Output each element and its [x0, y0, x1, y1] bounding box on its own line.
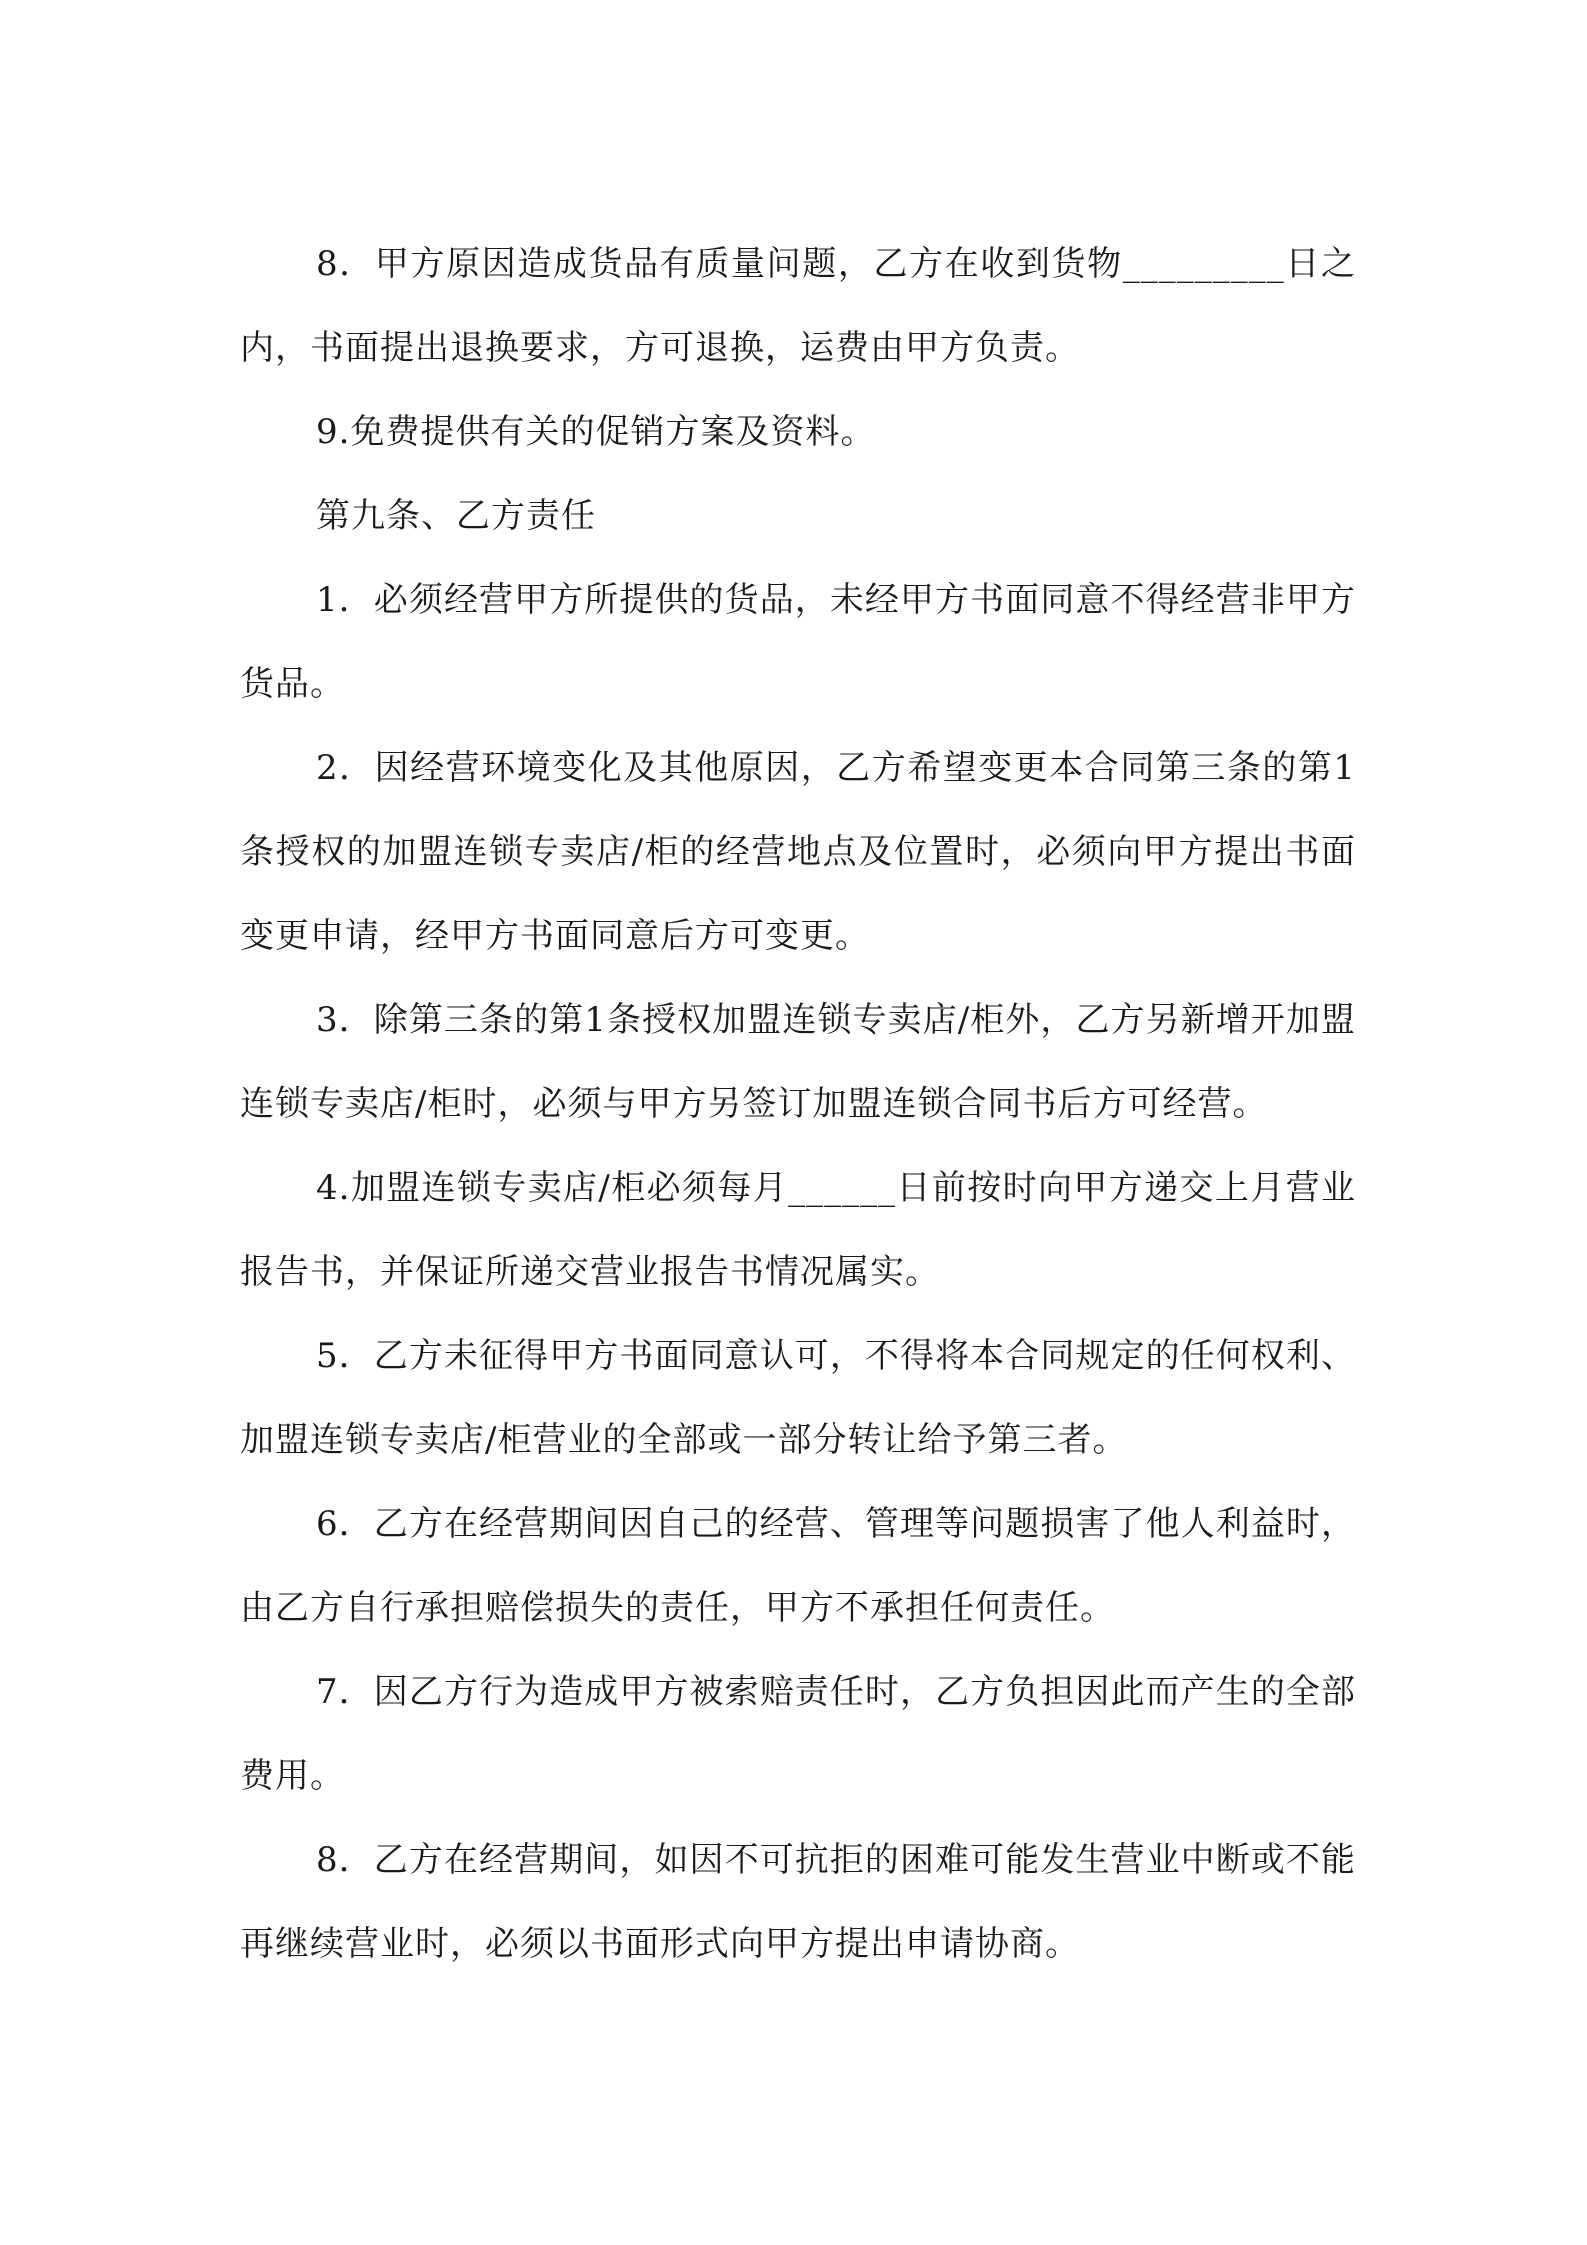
party-b-clause-8: 8．乙方在经营期间，如因不可抗拒的困难可能发生营业中断或不能再继续营业时，必须以书面形式向甲方提出申请协商。: [240, 1840, 1356, 1964]
party-b-clause-6: 6．乙方在经营期间因自己的经营、管理等问题损害了他人利益时，由乙方自行承担赔偿损失的责任，甲方不承担任何责任。: [240, 1504, 1356, 1628]
party-b-clause-4: 4.加盟连锁专卖店/柜必须每月______日前按时向甲方递交上月营业报告书，并保证所递交营业报告书情况属实。: [240, 1168, 1356, 1292]
party-b-clause-7: 7．因乙方行为造成甲方被索赔责任时，乙方负担因此而产生的全部费用。: [240, 1672, 1356, 1796]
party-b-clause-2: 2．因经营环境变化及其他原因，乙方希望变更本合同第三条的第1条授权的加盟连锁专卖店/柜的经营地点及位置时，必须向甲方提出书面变更申请，经甲方书面同意后方可变更。: [240, 748, 1356, 956]
clause-8-quality-return: 8．甲方原因造成货品有质量问题，乙方在收到货物_________日之内，书面提出退换要求，方可退换，运费由甲方负责。: [240, 244, 1356, 368]
party-b-clause-1: 1．必须经营甲方所提供的货品，未经甲方书面同意不得经营非甲方货品。: [240, 580, 1356, 704]
party-b-clause-3: 3．除第三条的第1条授权加盟连锁专卖店/柜外，乙方另新增开加盟连锁专卖店/柜时，必须与甲方另签订加盟连锁合同书后方可经营。: [240, 1000, 1356, 1124]
document-body: [240, 222, 1356, 1986]
party-b-clause-5: 5．乙方未征得甲方书面同意认可，不得将本合同规定的任何权利、加盟连锁专卖店/柜营业的全部或一部分转让给予第三者。: [240, 1336, 1356, 1460]
article-9-heading: 第九条、乙方责任: [316, 496, 596, 536]
clause-9-promotion: 9.免费提供有关的促销方案及资料。: [316, 412, 876, 452]
